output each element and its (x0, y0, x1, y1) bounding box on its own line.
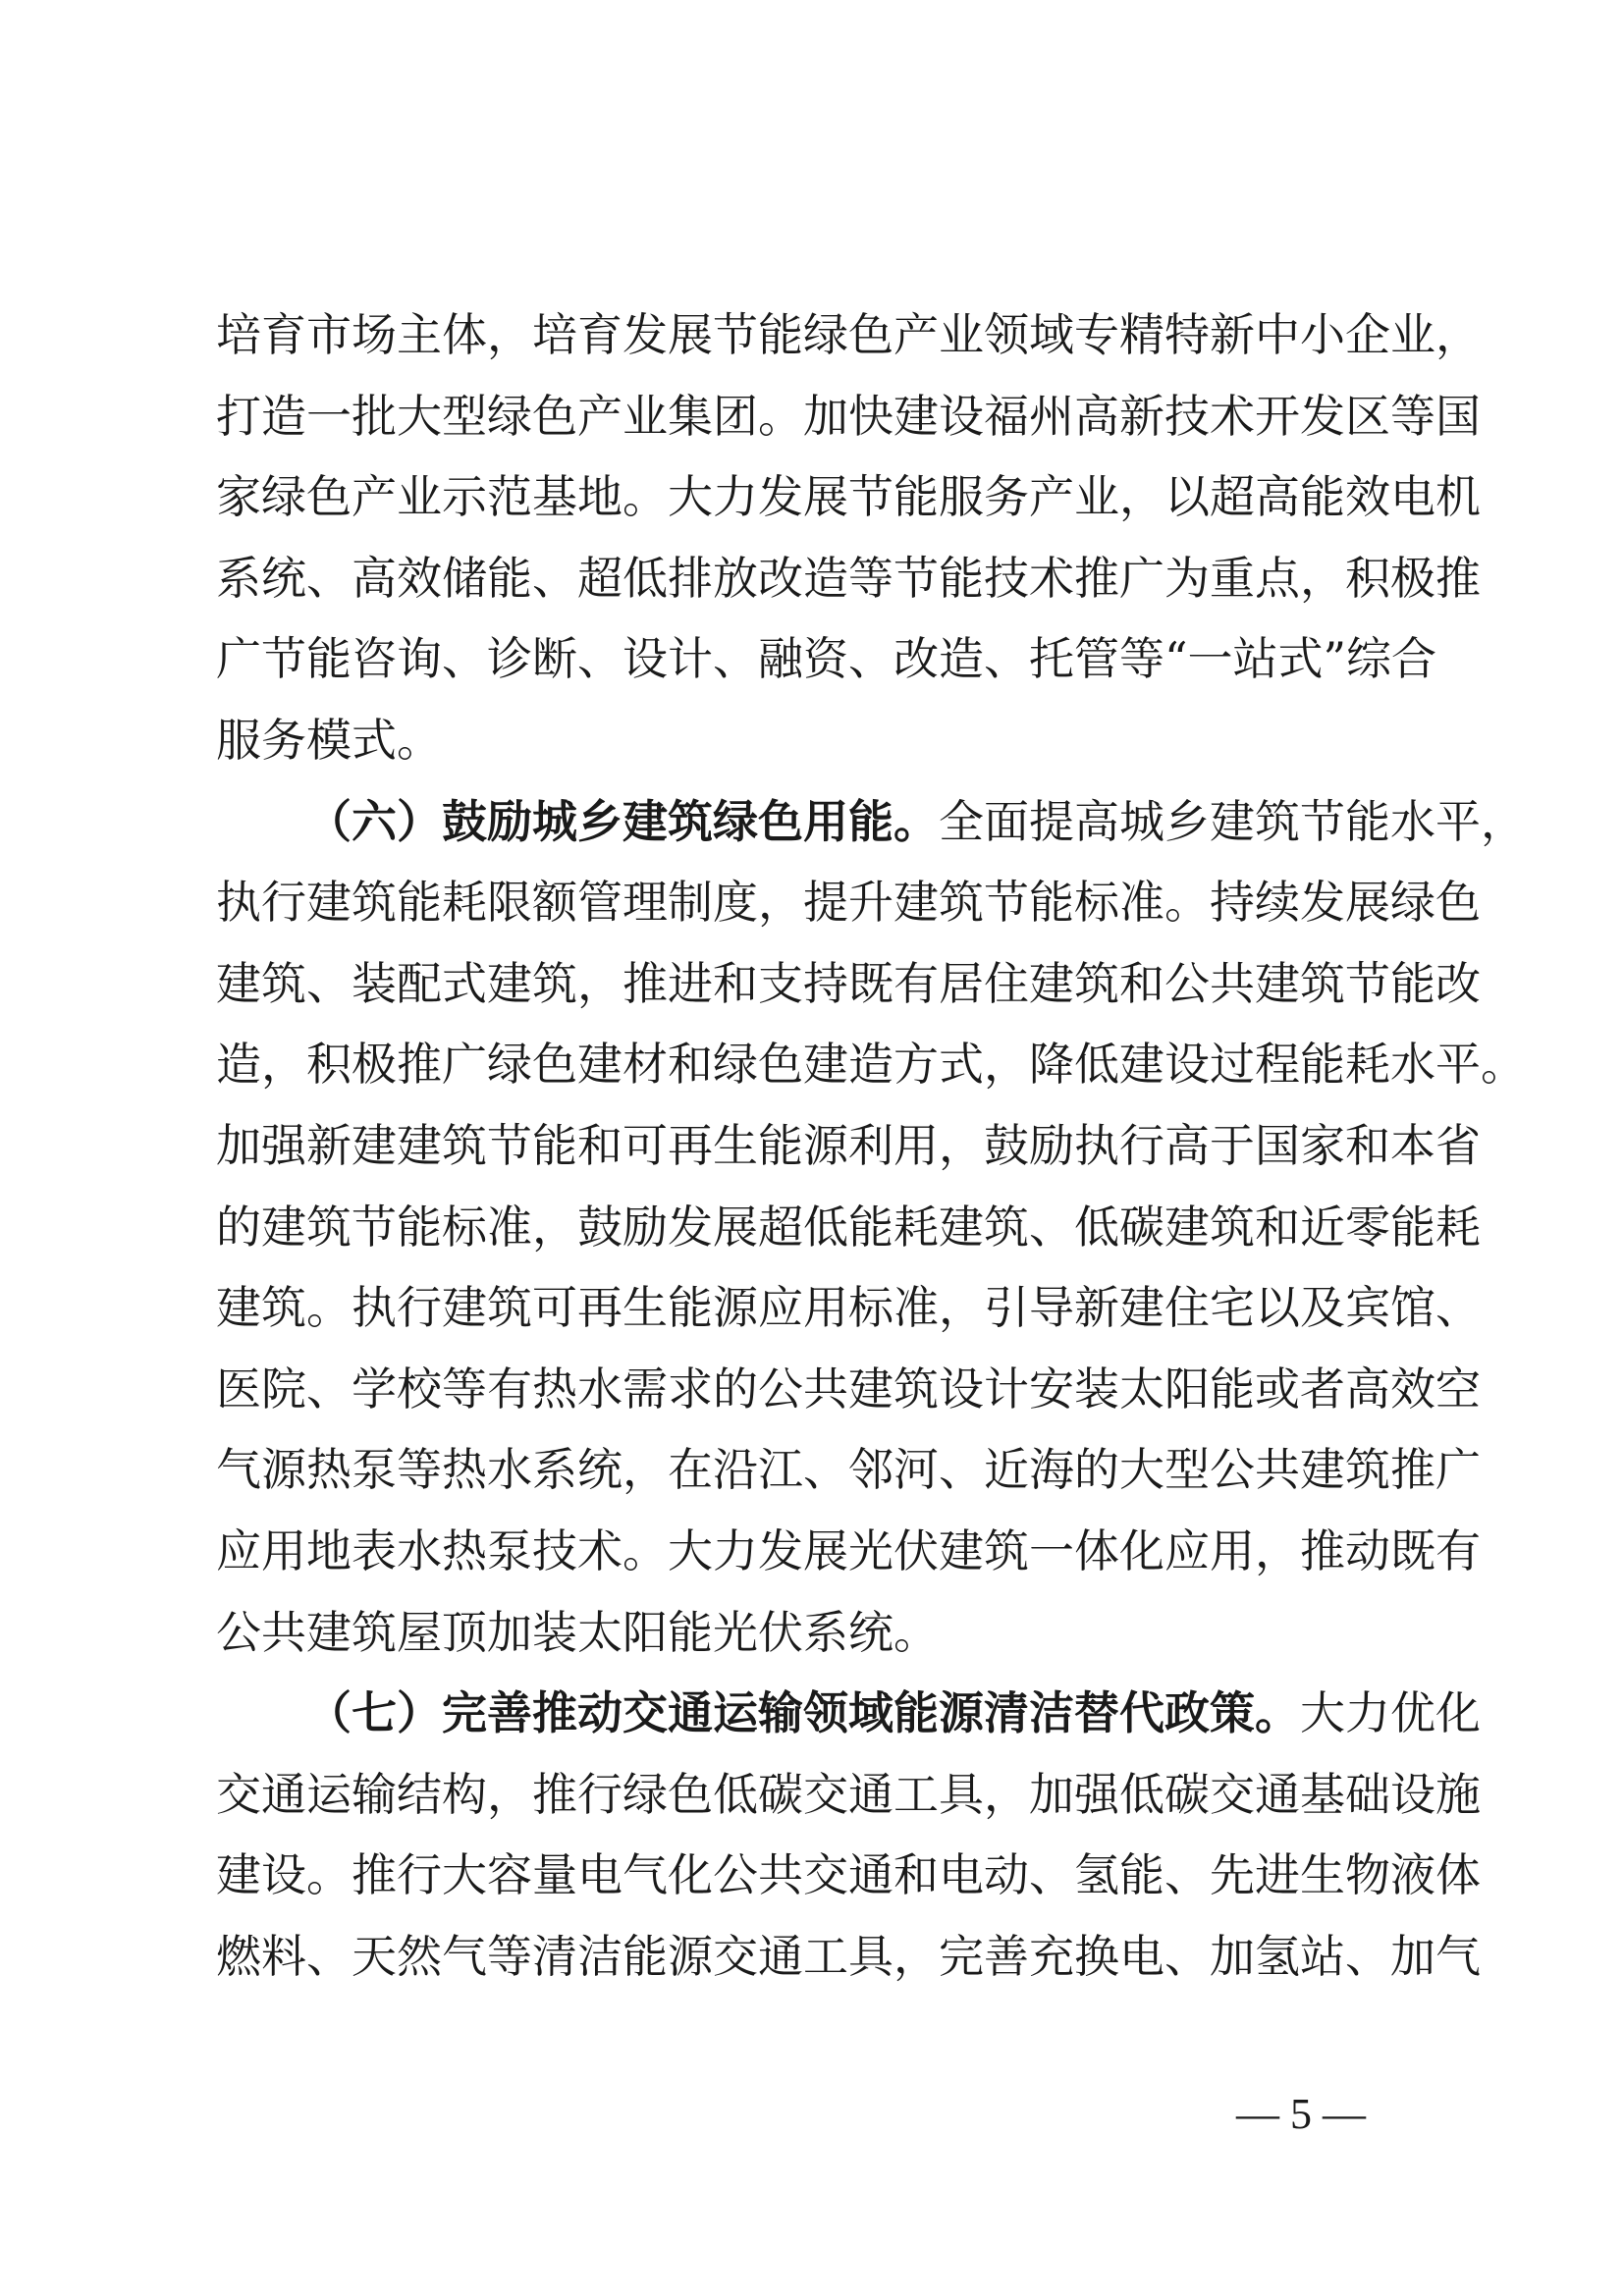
text-span: 大力优化 (1300, 1686, 1481, 1740)
text-line: 系统、高效储能、超低排放改造等节能技术推广为重点，积极推 (216, 551, 1481, 605)
page-number: — 5 — (1236, 2090, 1366, 2138)
text-span: 全面提高城乡建筑节能水平， (939, 794, 1526, 848)
text-line: 的建筑节能标准，鼓励发展超低能耗建筑、低碳建筑和近零能耗 (216, 1200, 1481, 1254)
text-line: 应用地表水热泵技术。大力发展光伏建筑一体化应用，推动既有 (216, 1523, 1481, 1577)
text-line: 公共建筑屋顶加装太阳能光伏系统。 (216, 1605, 939, 1659)
text-line: 加强新建建筑节能和可再生能源利用，鼓励执行高于国家和本省 (216, 1118, 1481, 1172)
text-line: 医院、学校等有热水需求的公共建筑设计安装太阳能或者高效空 (216, 1362, 1481, 1415)
text-line: 建设。推行大容量电气化公共交通和电动、氢能、先进生物液体 (216, 1848, 1481, 1902)
text-line: 建筑。执行建筑可再生能源应用标准，引导新建住宅以及宾馆、 (216, 1281, 1481, 1335)
text-line: 培育市场主体，培育发展节能绿色产业领域专精特新中小企业， (216, 308, 1481, 361)
text-line: 服务模式。 (216, 713, 442, 767)
text-line: 打造一批大型绿色产业集团。加快建设福州高新技术开发区等国 (216, 389, 1481, 443)
text-line: 交通运输结构，推行绿色低碳交通工具，加强低碳交通基础设施 (216, 1767, 1481, 1821)
text-line: 家绿色产业示范基地。大力发展节能服务产业，以超高能效电机 (216, 470, 1481, 524)
text-line: 建筑、装配式建筑，推进和支持既有居住建筑和公共建筑节能改 (216, 956, 1481, 1010)
section-heading: （六）鼓励城乡建筑绿色用能。 (306, 794, 939, 848)
paragraph-first-line (216, 1673, 1481, 1754)
text-line: 广节能咨询、诊断、设计、融资、改造、托管等“一站式”综合 (216, 632, 1437, 686)
text-line: 气源热泵等热水系统，在沿江、邻河、近海的大型公共建筑推广 (216, 1443, 1481, 1497)
body-text (216, 294, 1526, 1997)
text-line: 造，积极推广绿色建材和绿色建造方式，降低建设过程能耗水平。 (216, 1038, 1526, 1092)
text-line: 燃料、天然气等清洁能源交通工具，完善充换电、加氢站、加气 (216, 1929, 1481, 1983)
paragraph-first-line (216, 781, 1526, 863)
text-line: 执行建筑能耗限额管理制度，提升建筑节能标准。持续发展绿色 (216, 876, 1481, 930)
section-heading: （七）完善推动交通运输领域能源清洁替代政策。 (306, 1686, 1300, 1740)
